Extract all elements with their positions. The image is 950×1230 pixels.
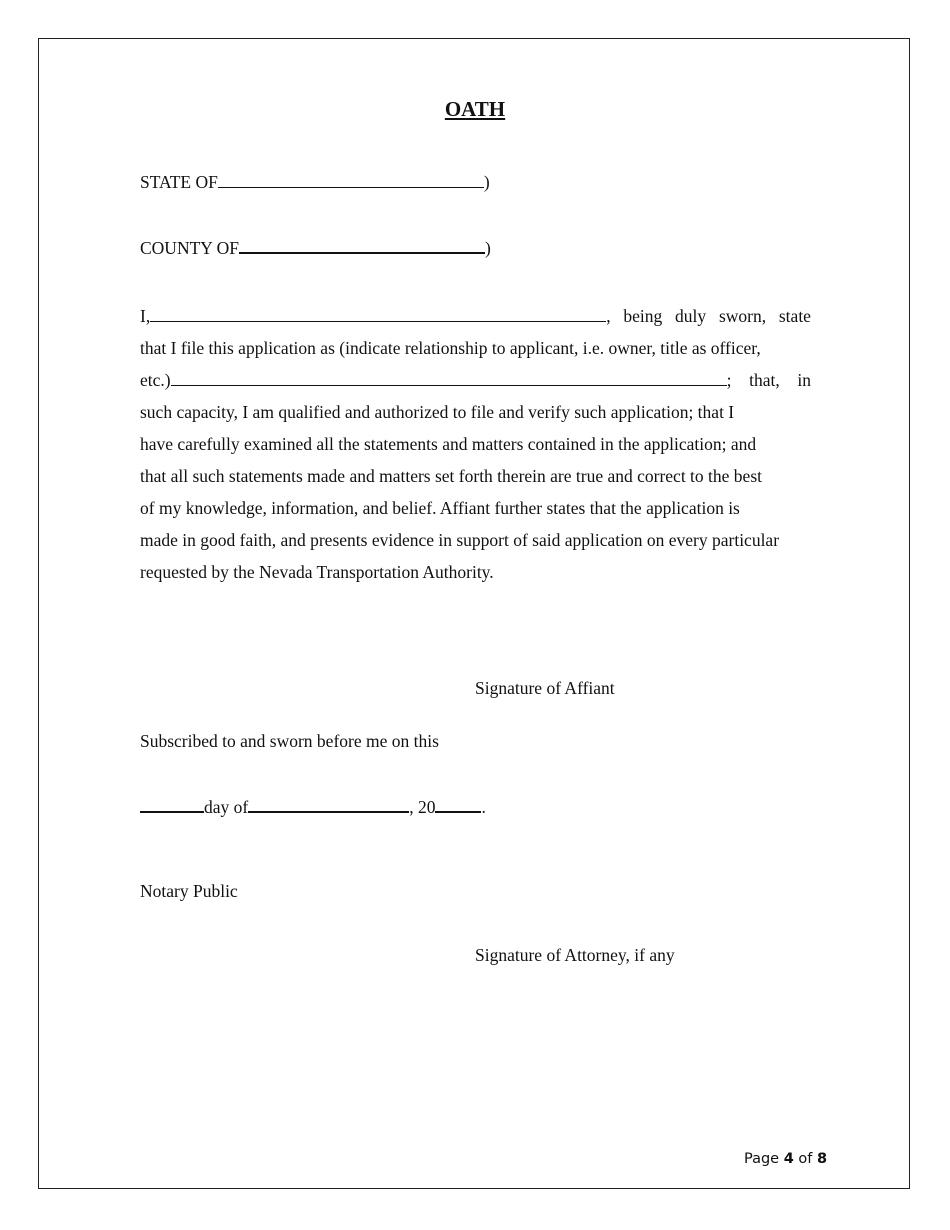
of-word: of	[798, 1151, 813, 1167]
paragraph-text: requested by the Nevada Transportation Authority.	[140, 562, 494, 582]
paragraph-line-6	[140, 460, 811, 492]
paragraph-line-4	[140, 396, 811, 428]
county-of-label: COUNTY OF	[140, 238, 240, 258]
day-of-label: day of	[204, 797, 249, 817]
date-line	[140, 796, 486, 818]
paragraph-line-5	[140, 428, 811, 460]
paragraph-text: that all such statements made and matters set forth therein are true and correct to the best	[140, 466, 762, 486]
relationship-prefix: etc.)	[140, 370, 171, 390]
paragraph-word: sworn,	[718, 306, 767, 326]
county-of-line	[140, 237, 491, 259]
page-word: Page	[744, 1151, 780, 1167]
paragraph-comma: ,	[606, 306, 611, 326]
document-title: OATH	[444, 97, 506, 121]
paragraph-semicolon: ;	[726, 370, 732, 390]
oath-paragraph	[140, 300, 811, 588]
total-pages: 8	[817, 1151, 828, 1167]
month-blank[interactable]	[248, 796, 409, 813]
paragraph-word: state	[778, 306, 811, 326]
paragraph-line-2	[140, 332, 811, 364]
affiant-name-blank[interactable]	[150, 306, 606, 322]
state-blank[interactable]	[218, 172, 484, 188]
paragraph-line-8	[140, 524, 811, 556]
affiant-name-prefix: I,	[140, 306, 151, 326]
relationship-blank[interactable]	[171, 370, 727, 386]
day-blank[interactable]	[140, 796, 204, 813]
notary-public-label: Notary Public	[140, 881, 238, 901]
state-of-label: STATE OF	[140, 172, 218, 192]
page-border	[38, 38, 910, 1189]
date-period: .	[481, 797, 486, 817]
paragraph-text: such capacity, I am qualified and authorized to file and verify such application; that I	[140, 402, 735, 422]
paragraph-text: have carefully examined all the statements and matters contained in the application; and	[140, 434, 757, 454]
paragraph-line-1	[140, 300, 811, 332]
subscribed-text: Subscribed to and sworn before me on this	[140, 731, 439, 751]
county-blank[interactable]	[239, 237, 485, 254]
year-prefix: , 20	[409, 797, 436, 817]
paragraph-line-3	[140, 364, 811, 396]
year-blank[interactable]	[435, 796, 481, 813]
page-number	[744, 1151, 827, 1167]
paragraph-line-9	[140, 556, 811, 588]
state-bracket: )	[483, 172, 490, 192]
county-bracket: )	[485, 238, 491, 258]
affiant-signature-label: Signature of Affiant	[475, 678, 615, 698]
paragraph-word: duly	[675, 306, 707, 326]
current-page: 4	[783, 1151, 794, 1167]
paragraph-word: in	[797, 370, 811, 390]
paragraph-word: that,	[749, 370, 780, 390]
paragraph-text: made in good faith, and presents evidence in support of said application on every particular	[140, 530, 780, 550]
attorney-signature-label: Signature of Attorney, if any	[475, 945, 675, 965]
state-of-line	[140, 172, 490, 193]
paragraph-word: being	[623, 306, 663, 326]
paragraph-line-7	[140, 492, 811, 524]
paragraph-text: that I file this application as (indicate relationship to applicant, i.e. owner, title as officer,	[140, 338, 761, 358]
paragraph-text: of my knowledge, information, and belief. Affiant further states that the application is	[140, 498, 740, 518]
